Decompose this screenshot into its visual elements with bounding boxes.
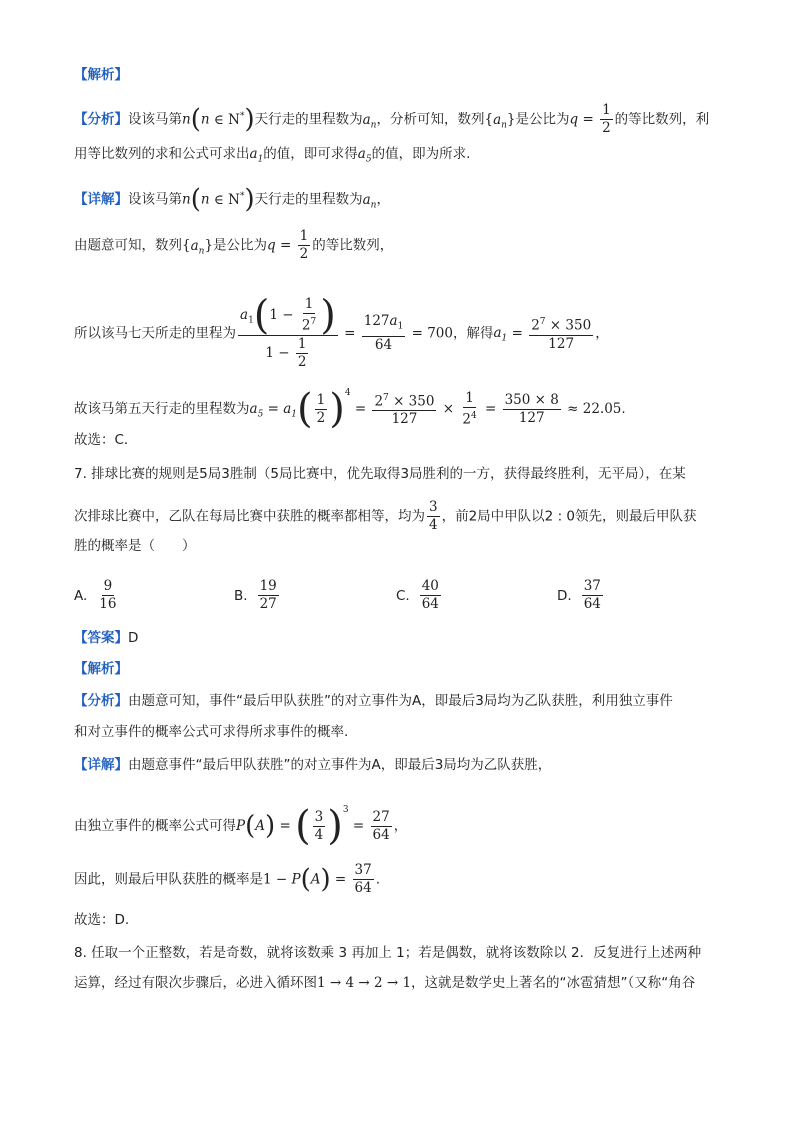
analysis-1-line-2: 用等比数列的求和公式可求出$a_1$的值，即可求得$a_5$的值，即为所求. (74, 146, 471, 165)
detail-1-line-2: 由题意可知，数列$\{a_n\}$是公比为q = $\frac{1}{2}$ 的等比数列， (74, 228, 394, 262)
question-7-line-2: 次排球比赛中，乙队在每局比赛中获胜的概率都相等，均为 $\frac{3}{4}$ ，前2局中甲队以2 : 0领先，则最后甲队获 (74, 499, 697, 533)
analysis-2-line-2: 和对立事件的概率公式可求得所求事件的概率. (74, 724, 349, 740)
question-7-line-1: 7. 排球比赛的规则是5局3胜制（5局比赛中，优先取得3局胜利的一方，获得最终胜利，无平局），在某 (74, 466, 686, 482)
section-label-solution-1: 【解析】 (74, 67, 128, 83)
detail-1-line-4: 故该马第五天行走的里程数为$a_5 = a_1$( $\frac{1}{2}$ )$^4$ = $\frac{2^7 \times 350}{127}$ × $\frac{1}{2^4}$ = $\frac{350 \times 8}{127}$ ≈ 22.05. (74, 386, 626, 432)
answer-choice-1: 故选：C． (74, 432, 138, 448)
section-label-solution-2: 【解析】 (74, 661, 128, 677)
fraction-one-half: $\frac{1}{2}$ (602, 102, 611, 136)
question-8-line-1: 8. 任取一个正整数，若是奇数，就将该数乘 3 再加上 1；若是偶数，就将该数除以 2．反复进行上述两种 (74, 945, 702, 961)
analysis-1-line-1: 【分析】设该马第n(n ∈ N*)天行走的里程数为$a_n$，分析可知，数列$\{a_n\}$是公比为q = $\frac{1}{2}$ 的等比数列，利 (74, 102, 710, 136)
sum-formula-fraction: $a_1(1$ − $\frac{1}{2^7}$ ) 1 − $\frac{1}{2}$ (240, 292, 336, 370)
detail-2-line-1: 【详解】由题意事件“最后甲队获胜”的对立事件为A，即最后3局均为乙队获胜， (74, 757, 552, 773)
analysis-2-line-1: 【分析】由题意可知，事件“最后甲队获胜”的对立事件为A，即最后3局均为乙队获胜，利用独立事件 (74, 693, 673, 709)
detail-1-line-3: 所以该马七天所走的里程为 $a_1(1$ − $\frac{1}{2^7}$ ) 1 − $\frac{1}{2}$ = $\frac{127a_1}{64}$ = 700，解得$a_1$ = $\frac{2^7 \times 350}{127}$ ， (74, 292, 609, 370)
option-b[interactable]: B. $\frac{19}{27}$ (234, 578, 277, 612)
question-7-line-3: 胜的概率是（ ） (74, 538, 196, 554)
detail-1-line-1: 【详解】设该马第n(n ∈ N*)天行走的里程数为$a_n$， (74, 184, 390, 215)
detail-2-line-2: 由独立事件的概率公式可得P(A) = ( $\frac{3}{4}$ )$^3$ = $\frac{27}{64}$ ， (74, 803, 408, 849)
detail-2-line-3: 因此，则最后甲队获胜的概率是1 − P(A) = $\frac{37}{64}$ . (74, 862, 381, 896)
option-d[interactable]: D. $\frac{37}{64}$ (557, 578, 601, 612)
answer-7: 【答案】D (74, 630, 139, 646)
answer-choice-2: 故选：D. (74, 912, 130, 928)
option-a[interactable]: A. $\frac{9}{16}$ (74, 578, 117, 612)
question-8-line-2: 运算，经过有限次步骤后，必进入循环图1 → 4 → 2 → 1，这就是数学史上著名的“冰雹猜想”（又称“角谷 (74, 975, 696, 991)
option-c[interactable]: C. $\frac{40}{64}$ (396, 578, 439, 612)
